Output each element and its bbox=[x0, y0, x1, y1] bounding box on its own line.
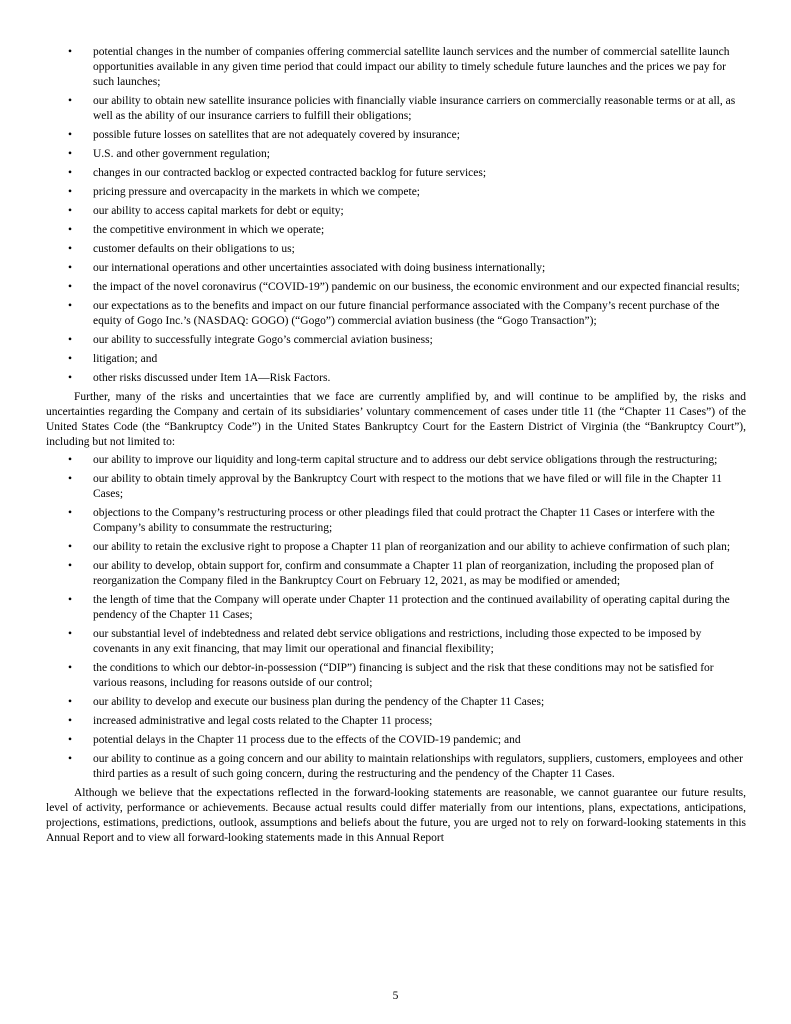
list-item-text: the competitive environment in which we operate; bbox=[93, 224, 325, 236]
list-item bbox=[46, 333, 746, 348]
list-item bbox=[46, 733, 746, 748]
bullet-icon: • bbox=[68, 262, 73, 274]
bullet-icon: • bbox=[68, 594, 73, 606]
list-item bbox=[46, 128, 746, 143]
list-item-text: the length of time that the Company will operate under Chapter 11 protection and the continued availability of operating capital during the pendency of the Chapter 11 Cases; bbox=[93, 594, 730, 621]
list-item bbox=[46, 242, 746, 257]
bullet-icon: • bbox=[68, 696, 73, 708]
bullet-icon: • bbox=[68, 662, 73, 674]
risk-list-general bbox=[46, 45, 746, 386]
list-item bbox=[46, 185, 746, 200]
bullet-icon: • bbox=[68, 224, 73, 236]
bullet-icon: • bbox=[68, 734, 73, 746]
bullet-icon: • bbox=[68, 205, 73, 217]
list-item-text: the conditions to which our debtor-in-possession (“DIP”) financing is subject and the risk that these conditions may not be satisfied for various reasons, including for reasons outside of our control; bbox=[93, 662, 714, 689]
list-item-text: possible future losses on satellites that are not adequately covered by insurance; bbox=[93, 129, 460, 141]
bullet-icon: • bbox=[68, 46, 73, 58]
list-item-text: litigation; and bbox=[93, 353, 158, 365]
bankruptcy-intro-paragraph: Further, many of the risks and uncertainties that we face are currently amplified by, and will continue to be amplified by, the risks and uncertainties regarding the Company and certain of its subsidiaries’ voluntary commencement of cases under title 11 (the “Chapter 11 Cases”) of the United States Code (the “Bankruptcy Code”) in the United States Bankruptcy Court for the Eastern District of Virginia (the “Bankruptcy Court”), including but not limited to: bbox=[46, 391, 746, 448]
list-item bbox=[46, 472, 746, 502]
bullet-icon: • bbox=[68, 148, 73, 160]
list-item bbox=[46, 94, 746, 124]
list-item bbox=[46, 371, 746, 386]
bullet-icon: • bbox=[68, 167, 73, 179]
list-item-text: our ability to develop, obtain support for, confirm and consummate a Chapter 11 plan of reorganization, including the proposed plan of reorganization the Company filed in the Bankruptcy Court on February 12, 2021, as may be modified or amended; bbox=[93, 560, 714, 587]
bullet-icon: • bbox=[68, 715, 73, 727]
list-item-text: our substantial level of indebtedness and related debt service obligations and restrictions, including those expected to be imposed by covenants in any exit financing, that may limit our operational and financial flexibility; bbox=[93, 628, 702, 655]
page-number: 5 bbox=[392, 990, 399, 1002]
list-item bbox=[46, 506, 746, 536]
bullet-icon: • bbox=[68, 372, 73, 384]
list-item-text: potential changes in the number of companies offering commercial satellite launch services and the number of commercial satellite launch opportunities available in any given time period that could impact our ability to timely schedule future launches and the prices we pay for such launches; bbox=[93, 46, 730, 88]
list-item-text: our ability to successfully integrate Gogo’s commercial aviation business; bbox=[93, 334, 433, 346]
list-item bbox=[46, 661, 746, 691]
bullet-icon: • bbox=[68, 541, 73, 553]
list-item-text: our ability to continue as a going concern and our ability to maintain relationships with regulators, suppliers, customers, employees and other third parties as a result of such going concern, during the restructuring and the pendency of the Chapter 11 Cases. bbox=[93, 753, 743, 780]
bullet-icon: • bbox=[68, 353, 73, 365]
list-item bbox=[46, 695, 746, 710]
list-item-text: our ability to obtain timely approval by the Bankruptcy Court with respect to the motions that we have filed or will file in the Chapter 11 Cases; bbox=[93, 473, 723, 500]
bullet-icon: • bbox=[68, 300, 73, 312]
list-item-text: pricing pressure and overcapacity in the markets in which we compete; bbox=[93, 186, 420, 198]
list-item-text: our ability to develop and execute our business plan during the pendency of the Chapter 11 Cases; bbox=[93, 696, 545, 708]
list-item bbox=[46, 627, 746, 657]
list-item bbox=[46, 280, 746, 295]
list-item bbox=[46, 299, 746, 329]
bullet-icon: • bbox=[68, 186, 73, 198]
list-item bbox=[46, 352, 746, 367]
risk-list-bankruptcy bbox=[46, 453, 746, 782]
list-item bbox=[46, 45, 746, 90]
bullet-icon: • bbox=[68, 473, 73, 485]
bullet-icon: • bbox=[68, 560, 73, 572]
list-item bbox=[46, 714, 746, 729]
list-item bbox=[46, 540, 746, 555]
list-item-text: our ability to retain the exclusive right to propose a Chapter 11 plan of reorganization and our ability to achieve confirmation of such plan; bbox=[93, 541, 731, 553]
list-item-text: potential delays in the Chapter 11 process due to the effects of the COVID-19 pandemic; and bbox=[93, 734, 521, 746]
page-content bbox=[46, 45, 746, 849]
list-item-text: our ability to access capital markets for debt or equity; bbox=[93, 205, 344, 217]
bullet-icon: • bbox=[68, 628, 73, 640]
bullet-icon: • bbox=[68, 95, 73, 107]
bullet-icon: • bbox=[68, 129, 73, 141]
list-item bbox=[46, 147, 746, 162]
list-item bbox=[46, 261, 746, 276]
list-item-text: our international operations and other uncertainties associated with doing business internationally; bbox=[93, 262, 546, 274]
list-item-text: U.S. and other government regulation; bbox=[93, 148, 270, 160]
bullet-icon: • bbox=[68, 454, 73, 466]
list-item bbox=[46, 204, 746, 219]
bullet-icon: • bbox=[68, 334, 73, 346]
list-item-text: our ability to improve our liquidity and long-term capital structure and to address our debt service obligations through the restructuring; bbox=[93, 454, 718, 466]
list-item bbox=[46, 593, 746, 623]
list-item bbox=[46, 166, 746, 181]
list-item-text: our expectations as to the benefits and impact on our future financial performance associated with the Company’s recent purchase of the equity of Gogo Inc.’s (NASDAQ: GOGO) (“Gogo”) commercial aviation business (the “Gogo Transaction”); bbox=[93, 300, 720, 327]
list-item-text: customer defaults on their obligations to us; bbox=[93, 243, 295, 255]
list-item-text: changes in our contracted backlog or expected contracted backlog for future services; bbox=[93, 167, 487, 179]
list-item-text: the impact of the novel coronavirus (“COVID-19”) pandemic on our business, the economic environment and our expected financial results; bbox=[93, 281, 740, 293]
list-item-text: increased administrative and legal costs related to the Chapter 11 process; bbox=[93, 715, 433, 727]
bullet-icon: • bbox=[68, 753, 73, 765]
forward-looking-paragraph: Although we believe that the expectations reflected in the forward-looking statements are reasonable, we cannot guarantee our future results, level of activity, performance or achievements. Because actual results could differ materially from our intentions, plans, expectations, anticipations, projections, estimations, predictions, outlook, assumptions and beliefs about the future, you are urged not to rely on forward-looking statements in this Annual Report and to view all forward-looking statements made in this Annual Report bbox=[46, 787, 746, 844]
list-item bbox=[46, 559, 746, 589]
list-item-text: objections to the Company’s restructuring process or other pleadings filed that could protract the Chapter 11 Cases or interfere with the Company’s ability to consummate the restructuring; bbox=[93, 507, 715, 534]
list-item bbox=[46, 752, 746, 782]
list-item bbox=[46, 223, 746, 238]
list-item-text: other risks discussed under Item 1A—Risk Factors. bbox=[93, 372, 331, 384]
list-item-text: our ability to obtain new satellite insurance policies with financially viable insurance carriers on commercially reasonable terms or at all, as well as the ability of our insurance carriers to fulfill their obligations; bbox=[93, 95, 736, 122]
bullet-icon: • bbox=[68, 507, 73, 519]
bullet-icon: • bbox=[68, 243, 73, 255]
list-item bbox=[46, 453, 746, 468]
bullet-icon: • bbox=[68, 281, 73, 293]
